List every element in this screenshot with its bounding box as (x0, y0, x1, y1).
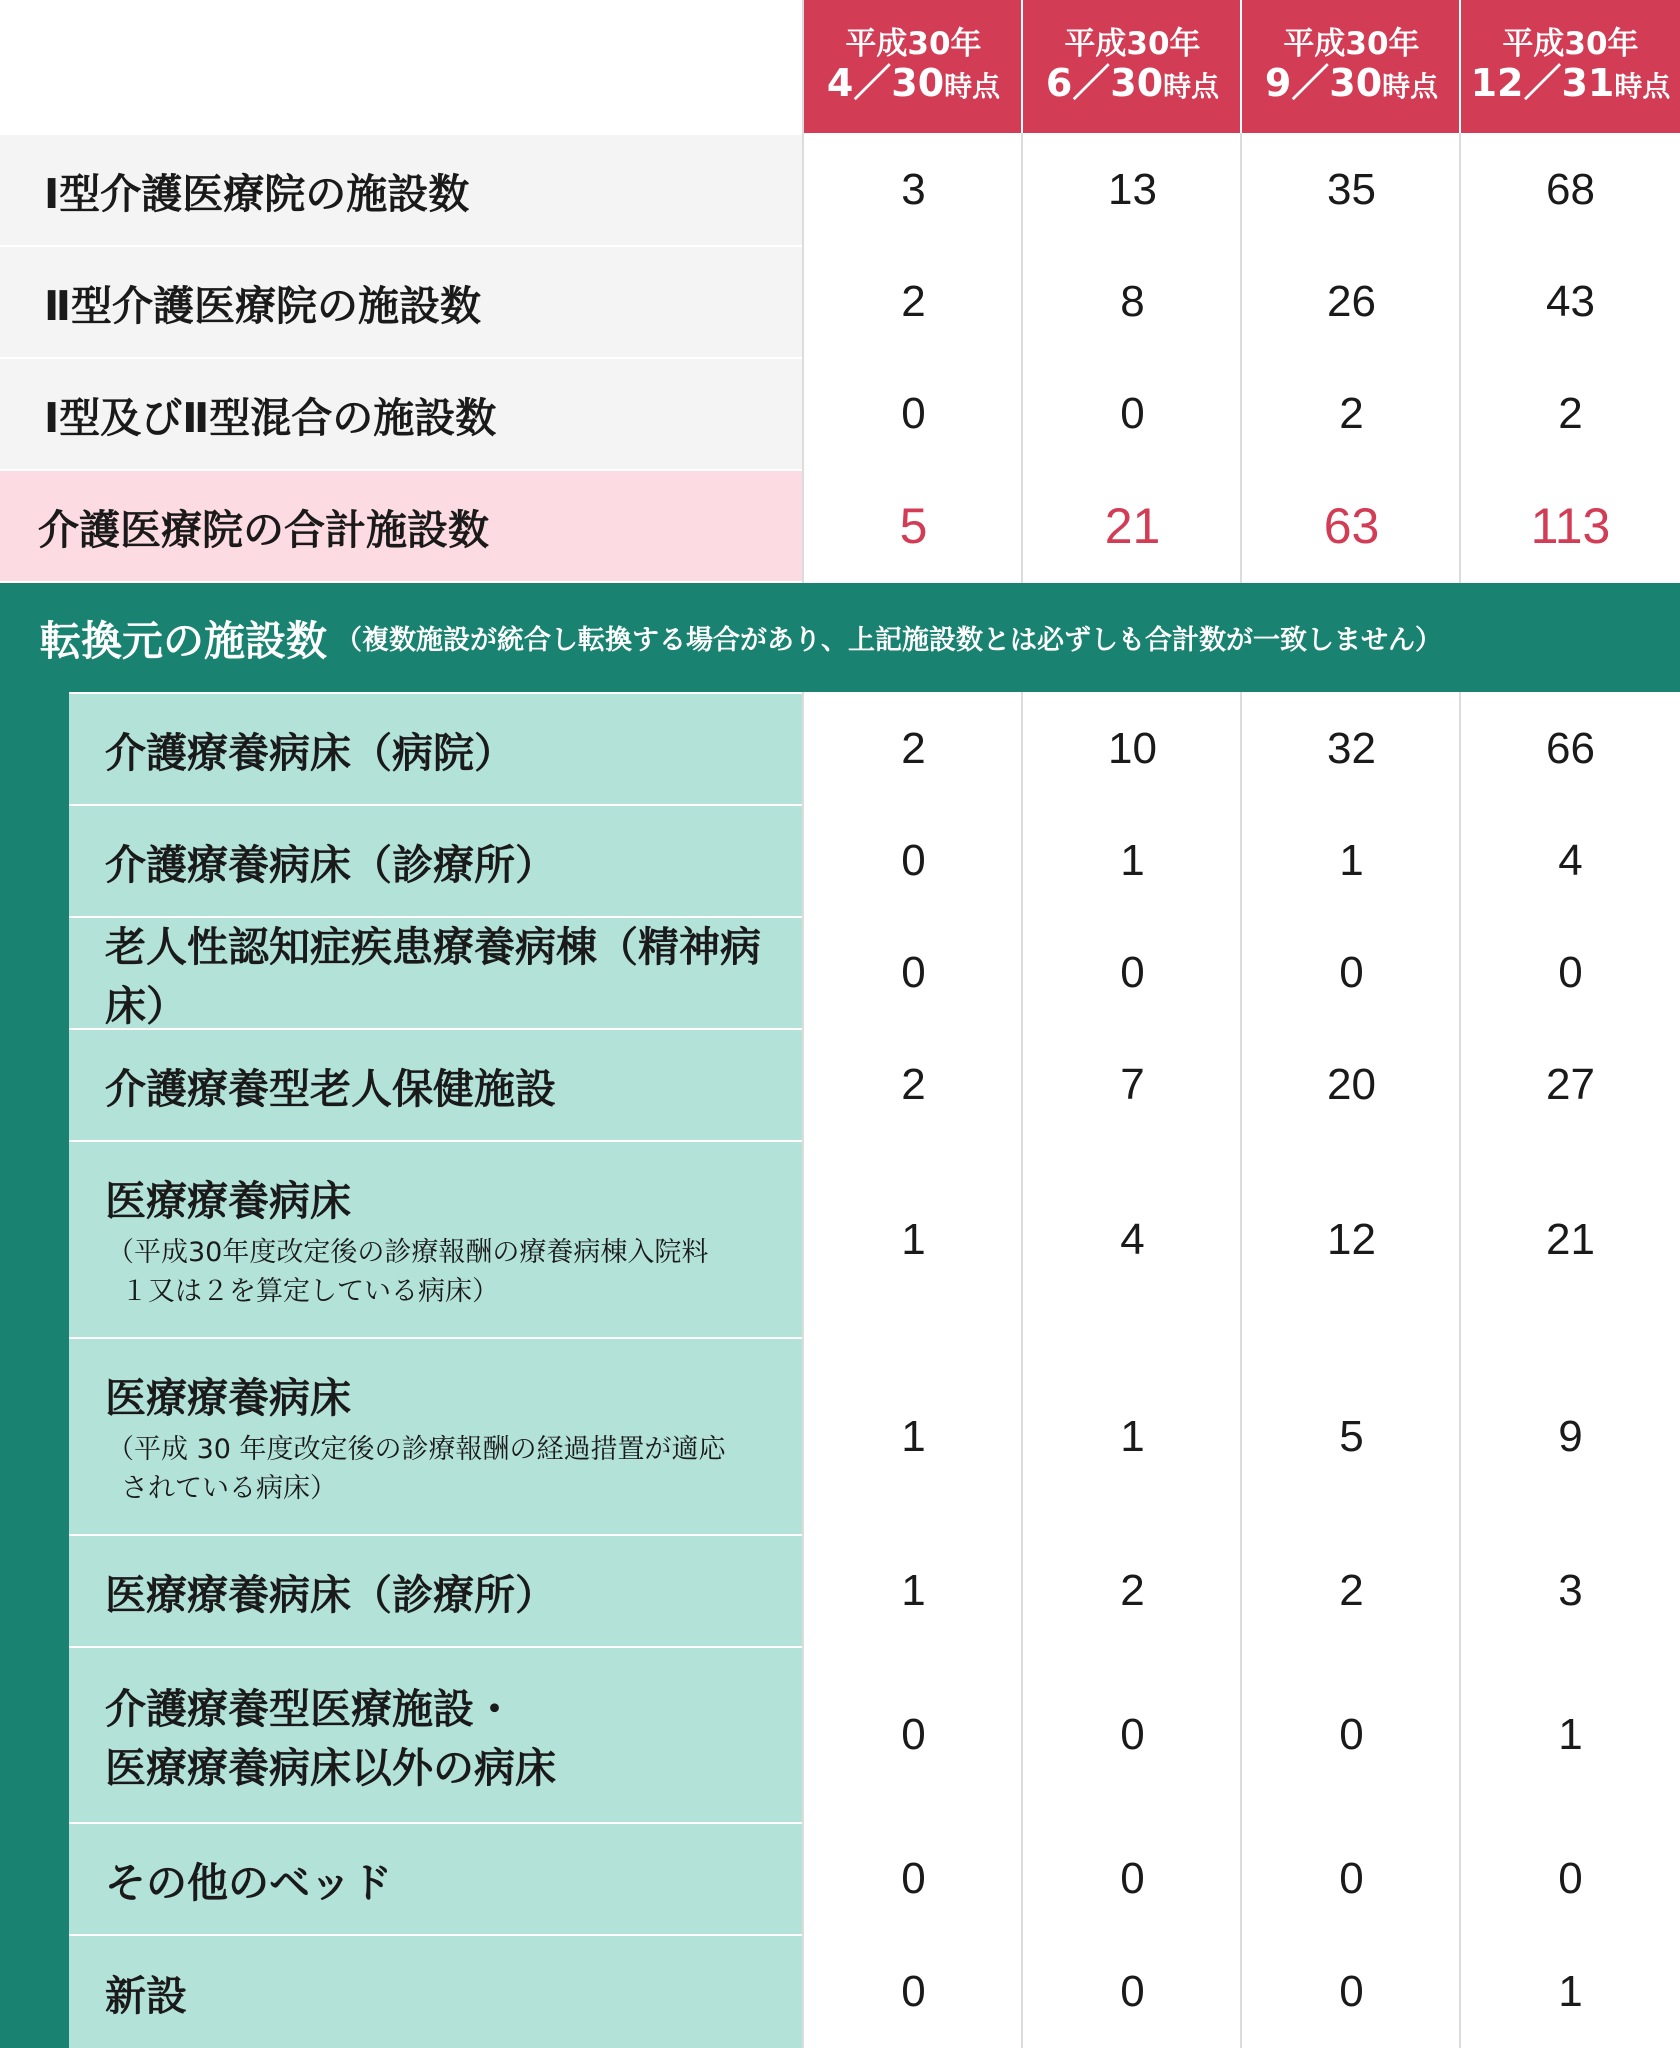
table-row (0, 135, 1680, 245)
cell-value: 13 (1023, 135, 1242, 245)
row-note: されている病床） (121, 1473, 337, 1504)
grid-line (1021, 692, 1023, 2048)
row-label: Ⅰ型介護医療院の施設数 (0, 135, 802, 245)
cell-value: 1 (1461, 1648, 1680, 1822)
cell-value: 0 (804, 806, 1023, 916)
grid-line (1240, 692, 1242, 2048)
section-header (0, 583, 1680, 692)
column-header: 平成30年 6／30時点 (1023, 0, 1242, 133)
cell-value: 66 (1461, 694, 1680, 804)
table-row (0, 1936, 1680, 2048)
cell-value: 10 (1023, 694, 1242, 804)
cell-value: 0 (1023, 1648, 1242, 1822)
cell-value: 2 (804, 694, 1023, 804)
total-row (0, 471, 1680, 581)
row-label: 介護療養病床（診療所） (105, 840, 556, 889)
cell-value: 68 (1461, 135, 1680, 245)
row-label: 介護療養型老人保健施設 (105, 1064, 556, 1113)
row-label: Ⅱ型介護医療院の施設数 (0, 247, 802, 357)
cell-value: 2 (1242, 359, 1461, 469)
row-label: 介護療養型医療施設・ (105, 1685, 515, 1733)
cell-value: 1 (1023, 806, 1242, 916)
table-row (0, 694, 1680, 804)
table-row (0, 1142, 1680, 1337)
total-value: 113 (1461, 471, 1680, 581)
cell-value: 26 (1242, 247, 1461, 357)
cell-value: 8 (1023, 247, 1242, 357)
grid-line (802, 0, 804, 583)
cell-value: 1 (1242, 806, 1461, 916)
cell-value: 0 (804, 359, 1023, 469)
cell-value: 1 (804, 1339, 1023, 1534)
table-row (0, 806, 1680, 916)
cell-value: 0 (804, 918, 1023, 1028)
cell-value: 1 (1023, 1339, 1242, 1534)
table-row (0, 1030, 1680, 1140)
grid-line (1240, 133, 1242, 583)
cell-value: 0 (804, 1936, 1023, 2048)
cell-value: 0 (1461, 918, 1680, 1028)
cell-value: 32 (1242, 694, 1461, 804)
cell-value: 0 (1242, 918, 1461, 1028)
column-date: 4／30 (826, 61, 945, 106)
cell-value: 0 (1023, 1936, 1242, 2048)
cell-value: 1 (804, 1536, 1023, 1646)
section-title: 転換元の施設数 (40, 617, 327, 665)
grid-line (1459, 133, 1461, 583)
row-label: Ⅰ型及びⅡ型混合の施設数 (0, 359, 802, 469)
section-note: （複数施設が統合し転換する場合があり、上記施設数とは必ずしも合計数が一致しません） (335, 625, 1442, 656)
row-label: 介護医療院の合計施設数 (0, 471, 802, 581)
row-note: （平成30年度改定後の診療報酬の療養病棟入院料 (107, 1236, 709, 1268)
row-label: 新設 (105, 1971, 187, 2020)
cell-value: 0 (1242, 1936, 1461, 2048)
cell-value: 20 (1242, 1030, 1461, 1140)
column-header: 平成30年 9／30時点 (1242, 0, 1461, 133)
grid-line (1459, 692, 1461, 2048)
column-date-suffix: 時点 (944, 70, 1001, 104)
table-row (0, 1536, 1680, 1646)
cell-value: 5 (1242, 1339, 1461, 1534)
row-label: 介護療養病床（病院） (105, 728, 515, 777)
cell-value: 1 (804, 1142, 1023, 1337)
table-row (0, 918, 1680, 1028)
column-date-suffix: 時点 (1382, 70, 1439, 104)
cell-value: 0 (1242, 1648, 1461, 1822)
grid-line (1021, 133, 1023, 583)
cell-value: 0 (804, 1824, 1023, 1934)
cell-value: 27 (1461, 1030, 1680, 1140)
table-row (0, 1824, 1680, 1934)
cell-value: 0 (1023, 918, 1242, 1028)
row-label: 老人性認知症疾患療養病棟（精神病床） (105, 923, 761, 1030)
cell-value: 3 (804, 135, 1023, 245)
total-value: 63 (1242, 471, 1461, 581)
cell-value: 2 (804, 1030, 1023, 1140)
cell-value: 4 (1461, 806, 1680, 916)
cell-value: 0 (1023, 359, 1242, 469)
column-header: 平成30年 12／31時点 (1461, 0, 1680, 133)
column-date-suffix: 時点 (1614, 70, 1671, 104)
cell-value: 2 (1461, 359, 1680, 469)
row-label: その他のベッド (105, 1858, 392, 1907)
cell-value: 0 (1023, 1824, 1242, 1934)
row-label-line2: 医療療養病床以外の病床 (105, 1744, 556, 1792)
cell-value: 35 (1242, 135, 1461, 245)
cell-value: 2 (1023, 1536, 1242, 1646)
column-date: 6／30 (1045, 61, 1164, 106)
table-row (0, 1339, 1680, 1534)
cell-value: 0 (804, 1648, 1023, 1822)
cell-value: 0 (1461, 1824, 1680, 1934)
cell-value: 4 (1023, 1142, 1242, 1337)
cell-value: 2 (804, 247, 1023, 357)
cell-value: 7 (1023, 1030, 1242, 1140)
column-date: 9／30 (1264, 61, 1383, 106)
column-date-suffix: 時点 (1163, 70, 1220, 104)
grid-line (802, 692, 804, 2048)
row-note: （平成 30 年度改定後の診療報酬の経過措置が適応 (107, 1433, 726, 1465)
cell-value: 3 (1461, 1536, 1680, 1646)
cell-value: 12 (1242, 1142, 1461, 1337)
cell-value: 0 (1242, 1824, 1461, 1934)
cell-value: 2 (1242, 1536, 1461, 1646)
cell-value: 1 (1461, 1936, 1680, 2048)
row-note: １又は２を算定している病床） (121, 1276, 499, 1307)
total-value: 5 (804, 471, 1023, 581)
row-label: 医療療養病床 (105, 1373, 351, 1422)
total-value: 21 (1023, 471, 1242, 581)
table-row (0, 1648, 1680, 1822)
table-row (0, 247, 1680, 357)
column-header: 平成30年 4／30時点 (804, 0, 1023, 133)
row-label: 医療療養病床 (105, 1176, 351, 1225)
cell-value: 43 (1461, 247, 1680, 357)
row-label: 医療療養病床（診療所） (105, 1570, 556, 1619)
column-date: 12／31 (1470, 61, 1615, 106)
cell-value: 9 (1461, 1339, 1680, 1534)
cell-value: 21 (1461, 1142, 1680, 1337)
table-row (0, 359, 1680, 469)
